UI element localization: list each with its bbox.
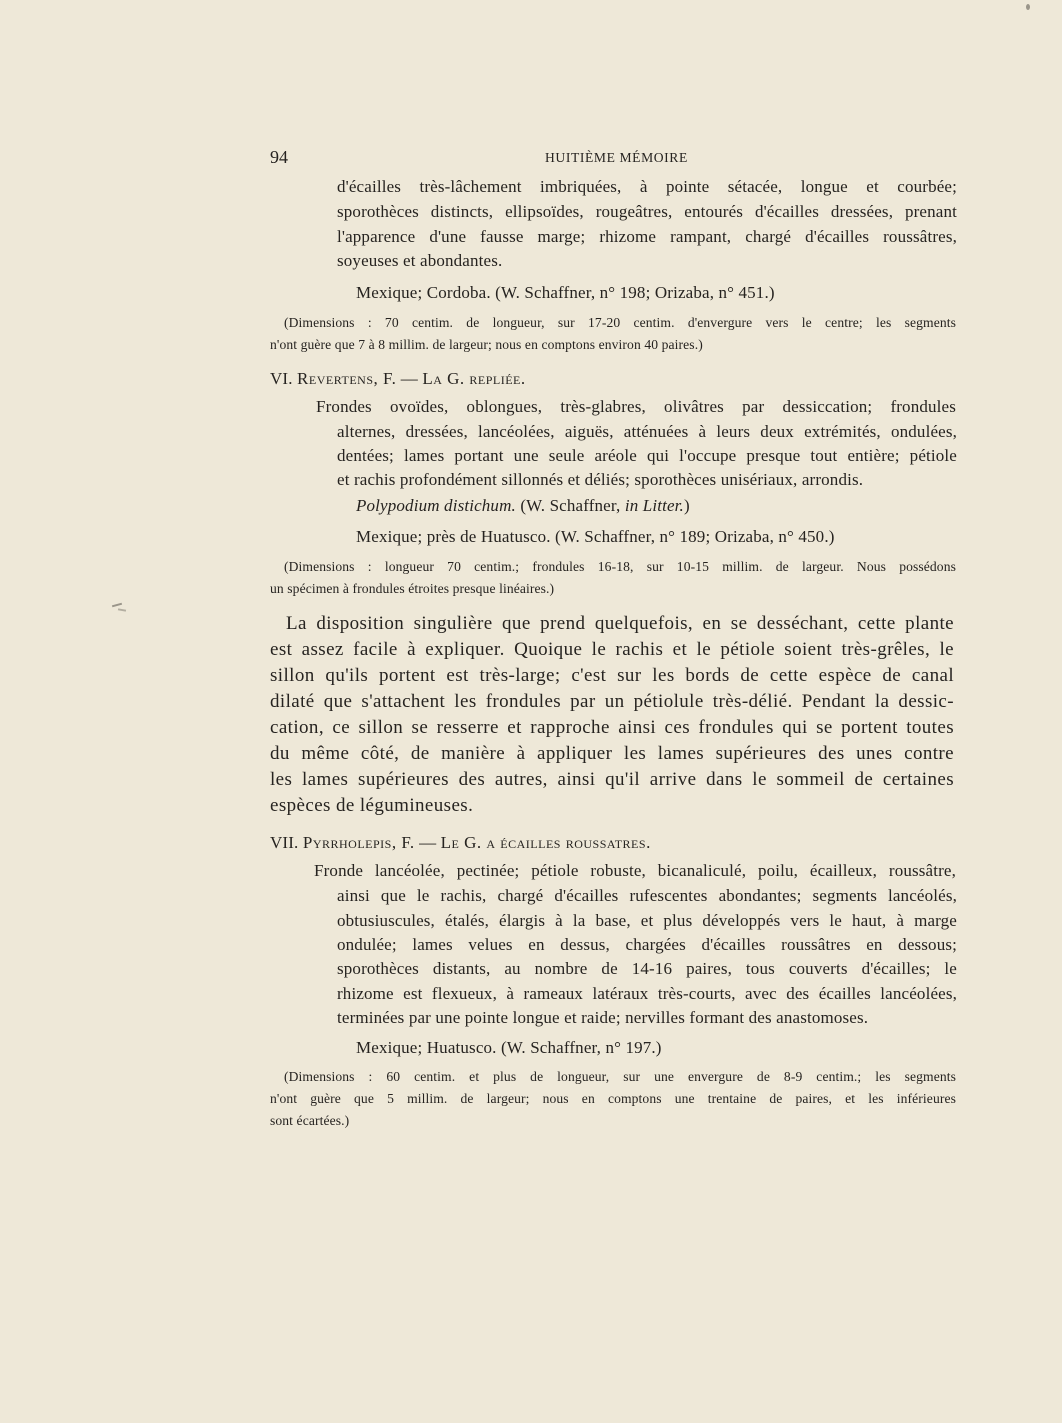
dimensions-line: un spécimen à frondules étroites presque linéaires.) — [270, 581, 555, 596]
locality-line: Mexique; Huatusco. (W. Schaffner, n° 197.) — [356, 1038, 662, 1057]
scan-speck — [118, 608, 126, 611]
description-line: alternes, dressées, lancéolées, aiguës, atténuées à leurs deux extrémités, ondulées, — [337, 422, 957, 441]
description-line: sporothèces distincts, ellipsoïdes, rougeâtres, entourés d'écailles dressées, prenant — [337, 202, 957, 221]
discussion-line: sillon qu'ils portent est très-large; c'est sur les bords de cette espèce de canal — [270, 665, 954, 686]
synonym-name: Polypodium distichum. — [356, 496, 516, 515]
description-line: et rachis profondément sillonnés et déliés; sporothèces unisériaux, arrondis. — [337, 470, 864, 489]
description-line: sporothèces distants, au nombre de 14-16 paires, tous couverts d'écailles; le — [337, 959, 957, 978]
dimensions-line: (Dimensions : 60 centim. et plus de longueur, sur une envergure de 8-9 centim.; les segments — [284, 1069, 956, 1084]
synonym-line — [356, 497, 690, 514]
description-line: Frondes ovoïdes, oblongues, très-glabres, olivâtres par dessiccation; frondules — [316, 397, 956, 416]
heading-dash: — — [419, 833, 437, 852]
synonym-in: in Litter. — [624, 496, 684, 515]
discussion-line: espèces de légumineuses. — [270, 795, 474, 816]
heading-dash: — — [400, 369, 418, 388]
synonym-source: (W. Schaffner, — [520, 496, 621, 515]
dimensions-line: (Dimensions : 70 centim. de longueur, sur 17-20 centim. d'envergure vers le centre; les segments — [284, 315, 956, 330]
description-line: d'écailles très-lâchement imbriquées, à pointe sétacée, longue et courbée; — [337, 177, 957, 196]
discussion-line: cation, ce sillon se resserre et rapproche ainsi ces frondules qui se portent toutes — [270, 717, 954, 738]
description-line: terminées par une pointe longue et raide; nervilles formant des anastomoses. — [337, 1008, 869, 1027]
discussion-line: dilaté que s'attachent les frondules par un pétiolule très-délié. Pendant la dessic- — [270, 691, 954, 712]
description-line: ainsi que le rachis, chargé d'écailles rufescentes abondantes; segments lancéolés, — [337, 886, 957, 905]
dimensions-line: sont écartées.) — [270, 1113, 350, 1128]
species-name: Pyrrholepis, F. — [302, 833, 415, 852]
discussion-line: du même côté, de manière à appliquer les lames supérieures des unes contre — [270, 743, 954, 764]
species-heading — [270, 834, 651, 851]
dimensions-line: (Dimensions : longueur 70 centim.; frondules 16-18, sur 10-15 millim. de largeur. Nous possédons — [284, 559, 956, 574]
synonym-close: ) — [683, 496, 690, 515]
common-name: La G. repliée. — [422, 369, 526, 388]
description-line: soyeuses et abondantes. — [337, 251, 503, 270]
common-name: Le G. a écailles roussatres. — [440, 833, 651, 852]
species-heading — [270, 370, 526, 387]
running-title: HUITIÈME MÉMOIRE — [545, 150, 688, 165]
description-line: rhizome est flexueux, à rameaux latéraux très-courts, avec des écailles lancéolées, — [337, 984, 957, 1003]
scan-speck — [1026, 4, 1030, 10]
locality-line: Mexique; Cordoba. (W. Schaffner, n° 198; Orizaba, n° 451.) — [356, 283, 775, 302]
description-line: ondulée; lames velues en dessus, chargées d'écailles roussâtres en dessous; — [337, 935, 957, 954]
description-line: l'apparence d'une fausse marge; rhizome rampant, chargé d'écailles roussâtres, — [337, 227, 957, 246]
dimensions-line: n'ont guère que 7 à 8 millim. de largeur; nous en comptons environ 40 paires.) — [270, 337, 703, 352]
description-line: Fronde lancéolée, pectinée; pétiole robuste, bicanaliculé, poilu, écailleux, roussâtre, — [314, 861, 956, 880]
species-name: Revertens, F. — [297, 369, 397, 388]
page-number: 94 — [270, 147, 288, 167]
species-number: VII. — [270, 833, 299, 852]
description-line: obtusiuscules, étalés, élargis à la base, et plus développés vers le haut, à marge — [337, 911, 957, 930]
locality-line: Mexique; près de Huatusco. (W. Schaffner, n° 189; Orizaba, n° 450.) — [356, 527, 835, 546]
description-line: dentées; lames portant une seule aréole qui l'occupe presque tout entière; pétiole — [337, 446, 957, 465]
species-number: VI. — [270, 369, 293, 388]
scan-speck — [112, 603, 122, 608]
discussion-line: est assez facile à expliquer. Quoique le rachis et le pétiole soient très-grêles, le — [270, 639, 954, 660]
discussion-line: les lames supérieures des autres, ainsi qu'il arrive dans le sommeil de certaines — [270, 769, 954, 790]
dimensions-line: n'ont guère que 5 millim. de largeur; nous en comptons une trentaine de paires, et les inférieures — [270, 1091, 956, 1106]
discussion-line: La disposition singulière que prend quelquefois, en se desséchant, cette plante — [286, 613, 954, 634]
